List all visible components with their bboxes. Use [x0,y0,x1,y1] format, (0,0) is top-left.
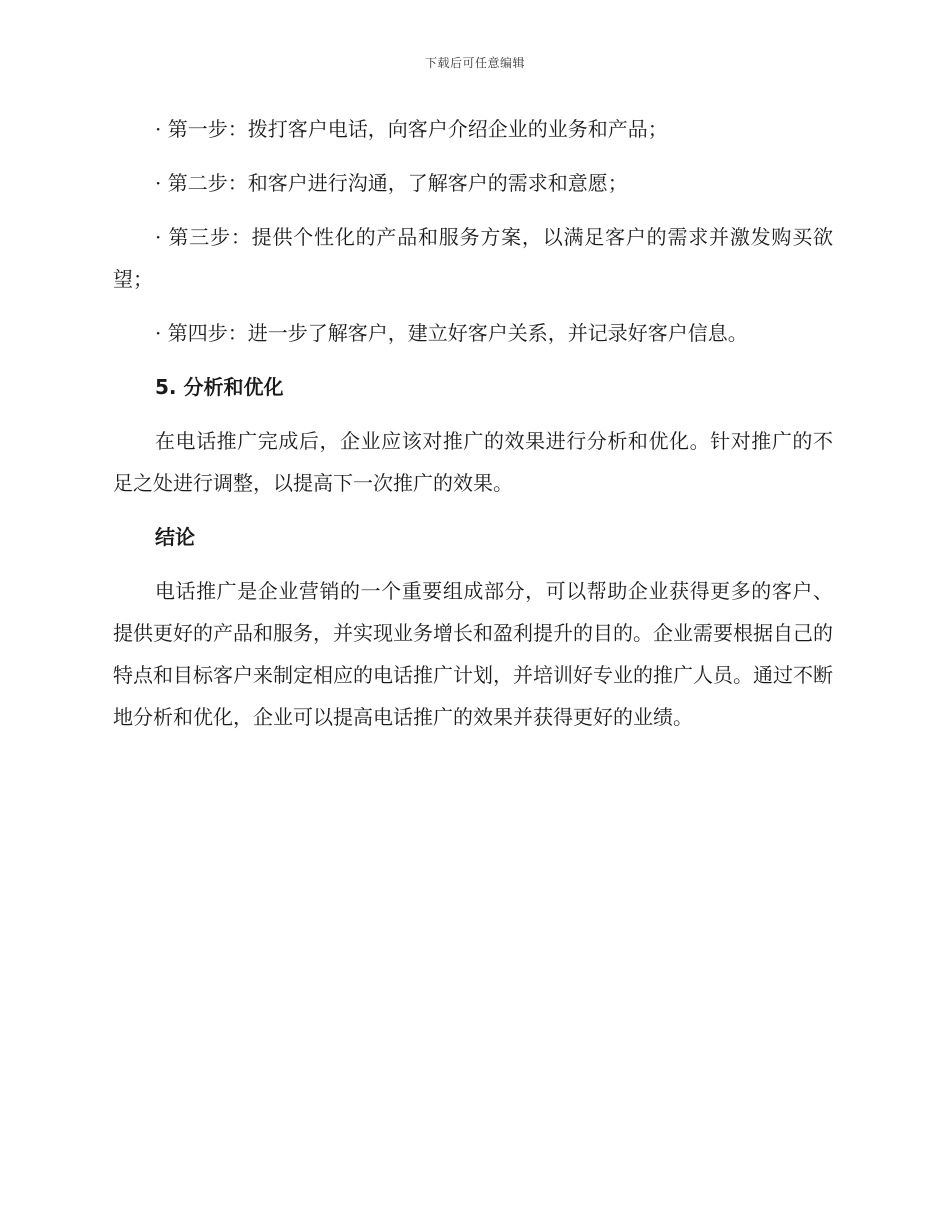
step-3: · 第三步：提供个性化的产品和服务方案，以满足客户的需求并激发购买欲望； [113,225,833,291]
conclusion-body: 电话推广是企业营销的一个重要组成部分，可以帮助企业获得更多的客户、提供更好的产品和服务，并实现业务增长和盈利提升的目的。企业需要根据自己的特点和目标客户来制定相应的电话推广计划，并培训好专业的推广人员。通过不断地分析和优化，企业可以提高电话推广的效果并获得更好的业绩。 [113,579,833,729]
section-5-body: 在电话推广完成后，企业应该对推广的效果进行分析和优化。针对推广的不足之处进行调整，以提高下一次推广的效果。 [113,429,833,495]
step-2: · 第二步：和客户进行沟通，了解客户的需求和意愿； [155,171,628,195]
section-5-heading: 5. 分析和优化 [155,375,284,399]
document-body [113,108,833,750]
conclusion-heading: 结论 [155,525,195,549]
step-1: · 第一步：拨打客户电话，向客户介绍企业的业务和产品； [155,117,668,141]
step-4: · 第四步：进一步了解客户，建立好客户关系，并记录好客户信息。 [155,321,748,345]
page-header: 下载后可任意编辑 [424,56,525,70]
